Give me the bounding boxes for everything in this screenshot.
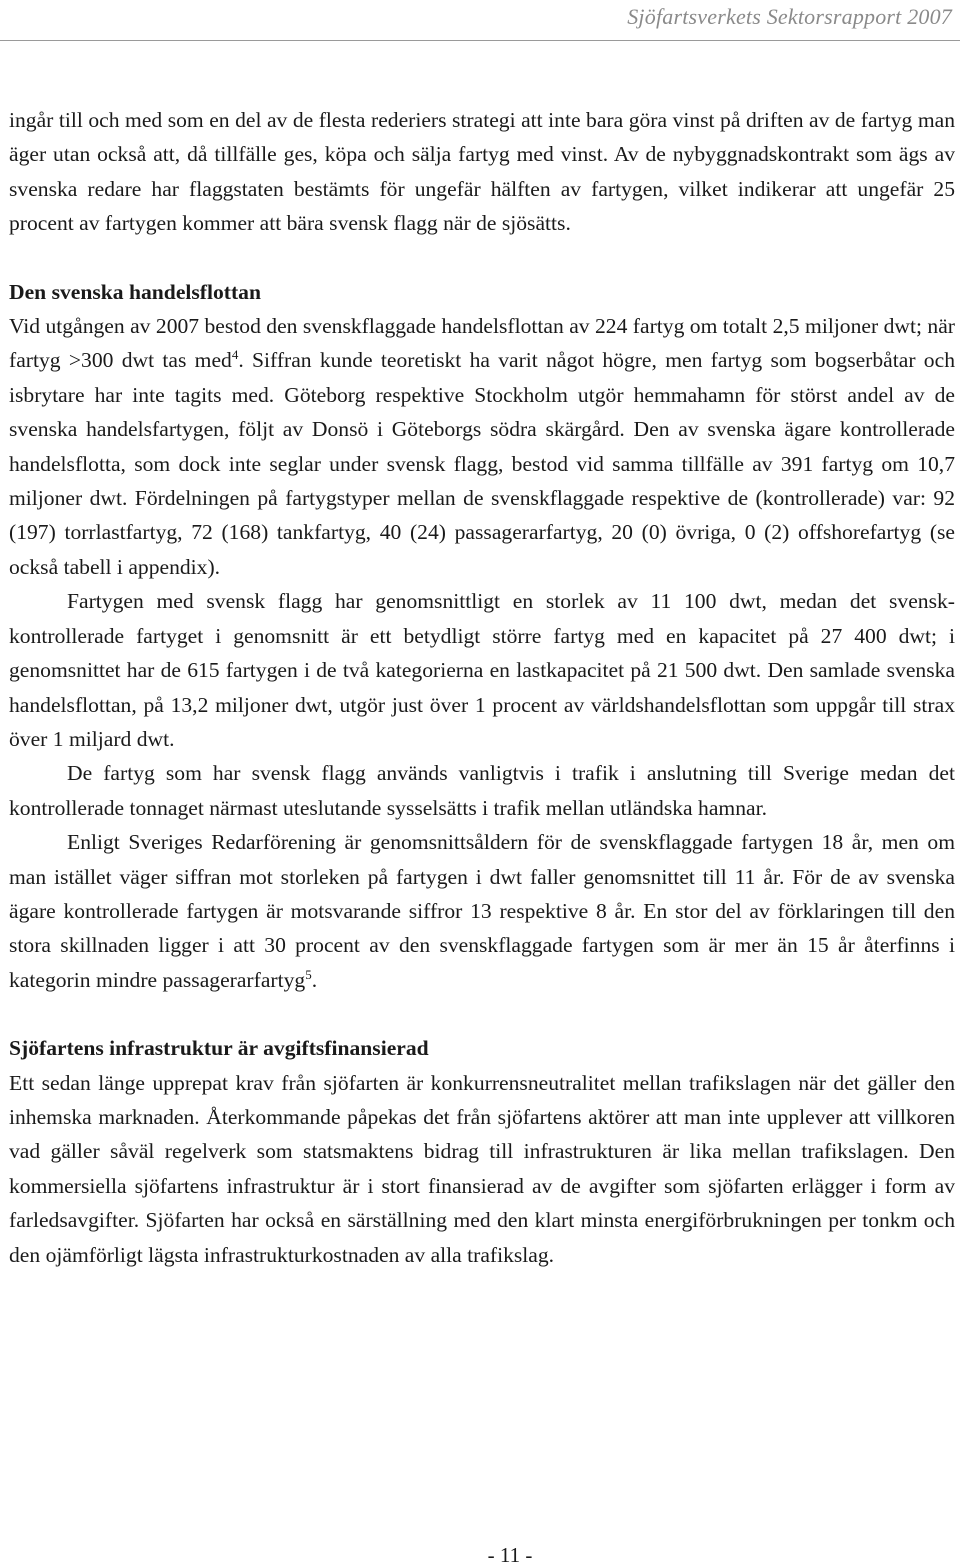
paragraph-handelsflottan-2: Fartygen med svensk flagg har genomsnittligt en storlek av 11 100 dwt, medan det svensk-kontrollerade fartyget i genomsnitt är ett betydligt större fartyg med en kapacitet på 27 400 dwt; i genomsnittet har de 615 fartygen i de två kategorierna en lastkapacitet på 21 500 dwt. Den samlade svenska handelsflottan, på 13,2 miljoner dwt, utgör just över 1 procent av världshandelsflottan som uppgår till strax över 1 miljard dwt. <box>9 589 955 751</box>
paragraph-handelsflottan-4 <box>9 825 955 997</box>
footnote-ref-5: 5 <box>305 966 312 982</box>
running-header: Sjöfartsverkets Sektorsrapport 2007 <box>627 4 952 29</box>
paragraph-infrastruktur-1: Ett sedan länge upprepat krav från sjöfarten är konkurrensneutralitet mellan trafikslagen när det gäller den inhemska marknaden. Återkommande påpekas det från sjöfartens aktörer att man inte upplever att villkoren vad gäller såväl regelverk som statsmaktens bidrag till infrastrukturen är lika mellan trafikslagen. Den kommersiella sjöfartens infrastruktur är i stort finansierad av de avgifter som sjöfarten erlägger i form av farledsavgifter. Sjöfarten har också en särställning med den klart minsta energiförbrukningen per tonkm och den ojämförligt lägsta infrastrukturkostnaden av alla trafikslag. <box>9 1070 955 1267</box>
spacer <box>9 241 955 275</box>
paragraph-handelsflottan-1 <box>9 309 955 584</box>
page-number: - 11 - <box>487 1543 533 1567</box>
paragraph-text: Vid utgången av 2007 bestod den svenskflaggade handelsflottan av 224 fartyg om totalt 2,5 miljoner dwt; när fartyg >300 dwt tas med <box>9 314 955 373</box>
footnote-ref-4: 4 <box>231 347 239 363</box>
page-body <box>9 103 955 1272</box>
paragraph-text: . <box>311 967 318 992</box>
spacer <box>9 997 955 1031</box>
section-heading-infrastruktur: Sjöfartens infrastruktur är avgiftsfinansierad <box>9 1036 429 1061</box>
paragraph-handelsflottan-3: De fartyg som har svensk flagg används vanligtvis i trafik i anslutning till Sverige medan det kontrollerade tonnaget närmast uteslutande sysselsätts i trafik mellan utländska hamnar. <box>9 761 955 820</box>
header-rule <box>0 40 960 41</box>
section-heading-handelsflottan: Den svenska handelsflottan <box>9 279 261 304</box>
paragraph-text: Enligt Sveriges Redarförening är genomsnittsåldern för de svenskflaggade fartygen 18 år, men om man istället väger siffran mot storleken på fartygen i dwt faller genomsnittet till 11 år. För de av svenska ägare kontrollerade fartygen är motsvarande siffror 13 respektive 8 år. En stor del av förklaringen till den stora skillnaden ligger i att 30 procent av den svenskflaggade fartygen som är mer än 15 år återfinns i kategorin mindre passagerarfartyg <box>9 830 955 992</box>
paragraph-text: . Siffran kunde teoretiskt ha varit något högre, men fartyg som bogserbåtar och isbrytare har inte tagits med. Göteborg respektive Stockholm utgör hemmahamn för störst andel av de svenska handelsfartygen, följt av Donsö i Göteborgs södra skärgård. Den av svenska ägare kontrollerade handelsflotta, som dock inte seglar under svensk flagg, bestod vid samma tillfälle av 391 fartyg om 10,7 miljoner dwt. Fördelningen på fartygstyper mellan de svenskflaggade respektive de (kontrollerade) var: 92 (197) torrlastfartyg, 72 (168) tankfartyg, 40 (24) passagerarfartyg, 20 (0) övriga, 0 (2) offshorefartyg (se också tabell i appendix). <box>9 348 955 579</box>
intro-paragraph: ingår till och med som en del av de flesta rederiers strategi att inte bara göra vinst på driften av de fartyg man äger utan också att, då tillfälle ges, köpa och sälja fartyg med vinst. Av de nybyggnadskontrakt som ägs av svenska redare har flaggstaten bestämts för ungefär hälften av fartygen, vilket indikerar att ungefär 25 procent av fartygen kommer att bära svensk flagg när de sjösätts. <box>9 108 955 236</box>
